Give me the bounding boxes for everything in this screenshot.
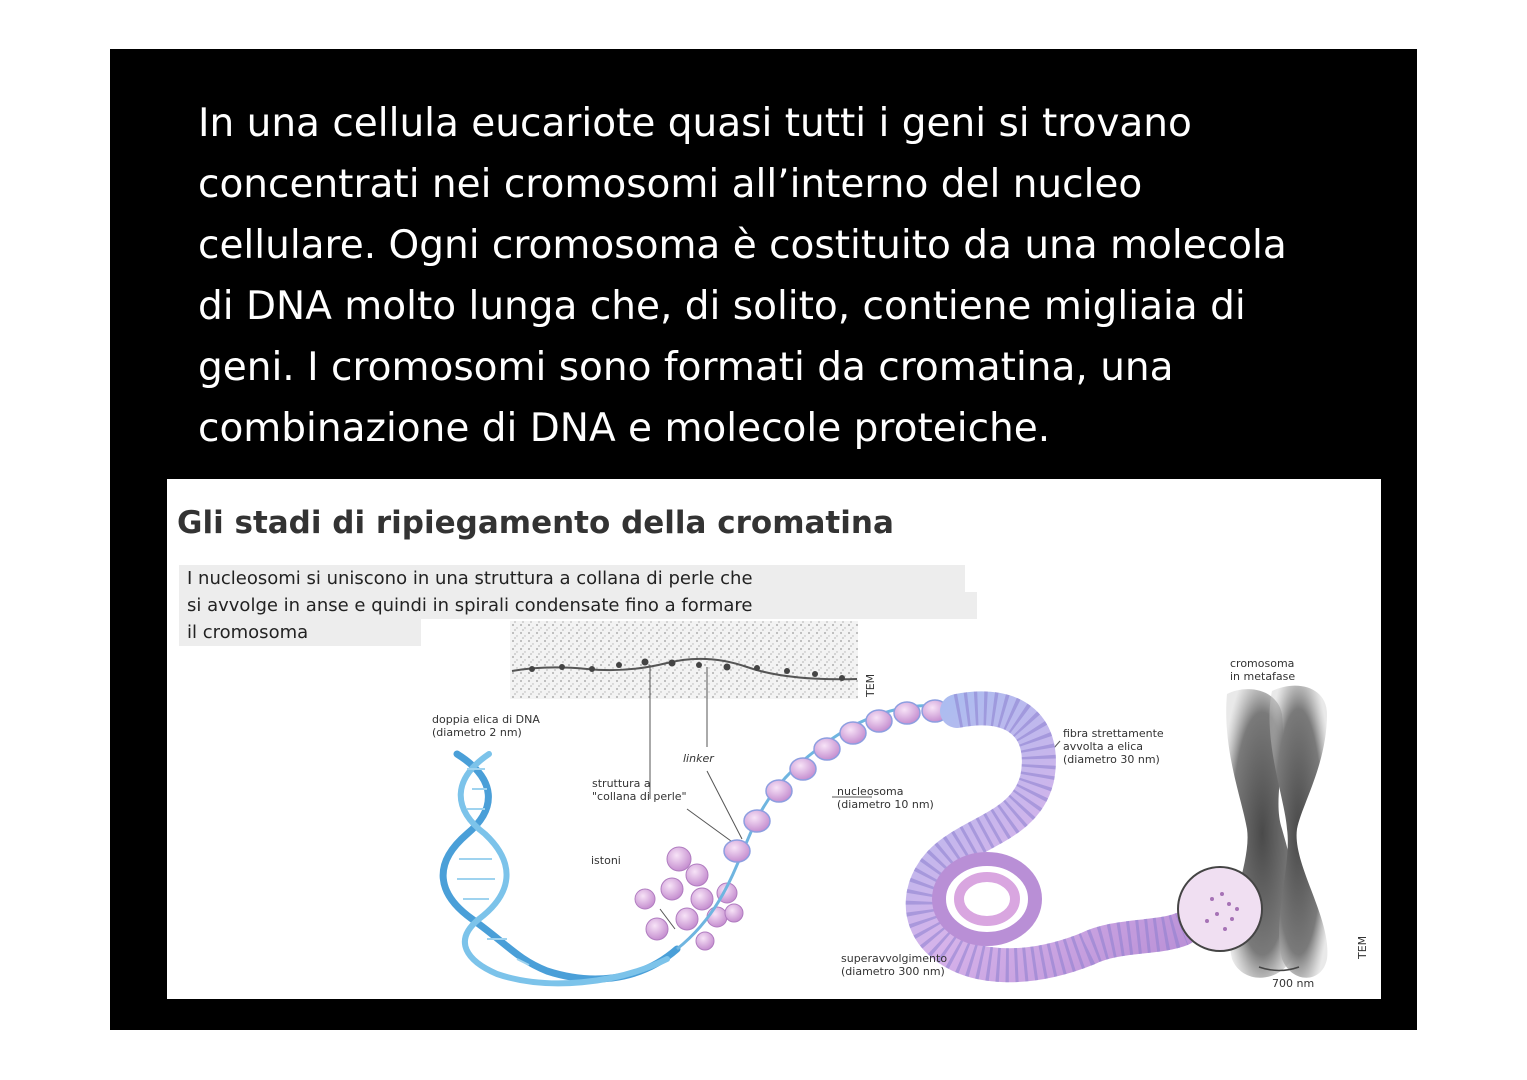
histones — [635, 847, 743, 950]
label-chromosome: cromosoma — [1230, 657, 1295, 670]
label-histones: istoni — [591, 854, 621, 867]
body-text-line: cellulare. Ogni cromosoma è costituito da una molecola — [198, 223, 1287, 268]
figure-title: Gli stadi di ripiegamento della cromatina — [177, 505, 894, 541]
body-text-line: geni. I cromosomi sono formati da cromatina, una — [198, 345, 1174, 390]
body-text-line: combinazione di DNA e molecole proteiche. — [198, 406, 1051, 451]
label-metaphase: in metafase — [1230, 670, 1296, 683]
body-text-line: In una cellula eucariote quasi tutti i geni si trovano — [198, 101, 1192, 146]
caption-line: si avvolge in anse e quindi in spirali condensate fino a formare — [179, 592, 977, 619]
metaphase-chromosome — [1178, 686, 1369, 978]
tem-label-chromosome: TEM — [1356, 935, 1369, 959]
caption-line: il cromosoma — [179, 619, 421, 646]
label-supercoil-diameter: (diametro 300 nm) — [841, 965, 945, 978]
chromatin-diagram — [167, 479, 1381, 999]
label-beads: struttura a — [592, 777, 651, 790]
label-nucleosome-diameter: (diametro 10 nm) — [837, 798, 934, 811]
label-dna-helix: doppia elica di DNA — [432, 713, 540, 726]
label-nucleosome: nucleosoma — [837, 785, 904, 798]
figure-caption — [179, 565, 969, 646]
label-fiber-diameter: (diametro 30 nm) — [1063, 753, 1160, 766]
label-dna-diameter: (diametro 2 nm) — [432, 726, 522, 739]
body-text-line: di DNA molto lunga che, di solito, contiene migliaia di — [198, 284, 1246, 329]
label-linker: linker — [683, 752, 714, 765]
label-supercoil: superavvolgimento — [841, 952, 948, 965]
label-fiber: fibra strettamente — [1063, 727, 1164, 740]
label-beads-2: "collana di perle" — [592, 790, 687, 803]
tem-label: TEM — [864, 673, 877, 697]
label-scale: 700 nm — [1272, 977, 1315, 990]
label-fiber-2: avvolta a elica — [1063, 740, 1144, 753]
slide — [110, 49, 1417, 1030]
body-text — [198, 93, 1378, 459]
caption-line: I nucleosomi si uniscono in una struttura a collana di perle che — [179, 565, 965, 592]
chromatin-figure — [167, 479, 1381, 999]
body-text-line: concentrati nei cromosomi all’interno del nucleo — [198, 162, 1143, 207]
